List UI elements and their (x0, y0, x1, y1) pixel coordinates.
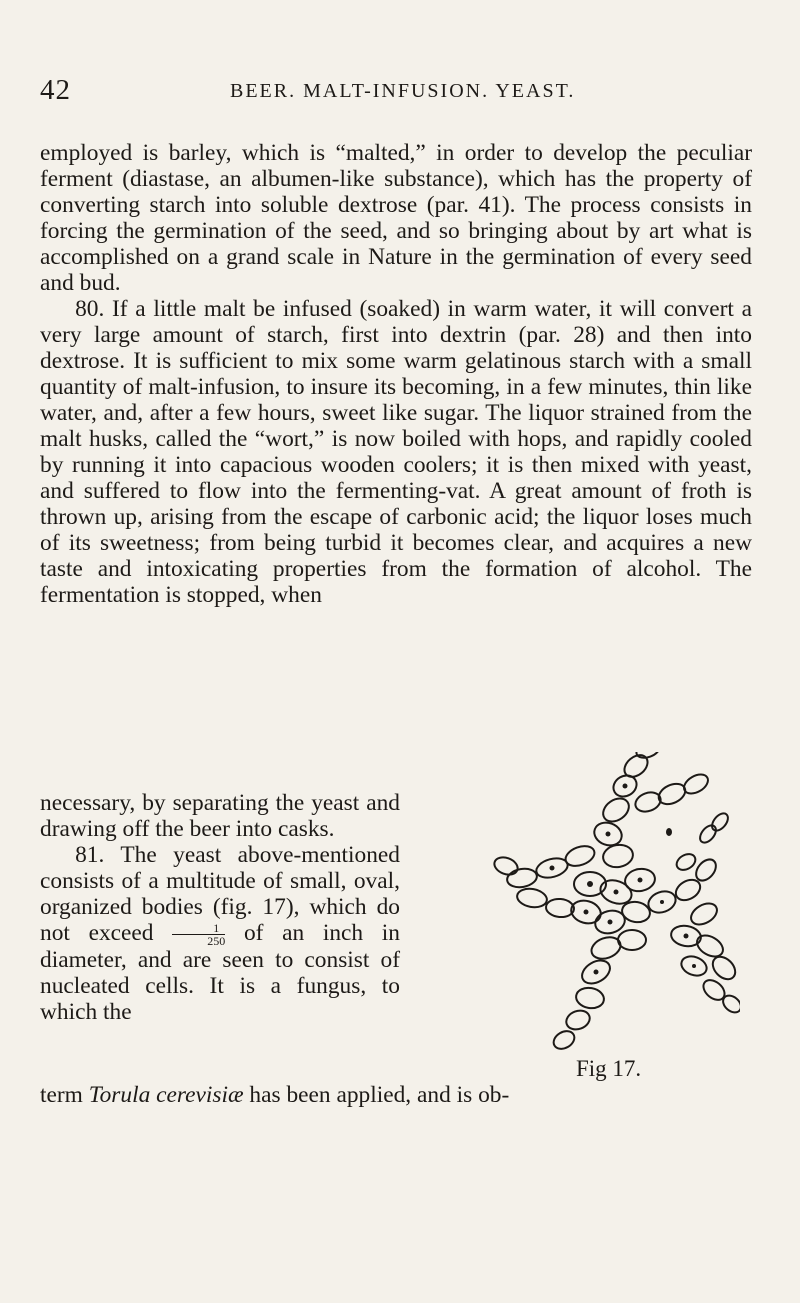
paragraph-81-text-b: of an inch in diameter, and are seen to consist of nucleated cells. It is a fungus, to which the (40, 920, 400, 1026)
figure-17-yeast-cells (440, 752, 740, 1082)
paragraph-81 (40, 842, 400, 1025)
yeast-cell (687, 899, 720, 929)
paragraph-81-text-a: 81. The yeast above-mentioned consists of a multitude of small, oval, organized bodies (fig. 17), which do not exceed (40, 842, 400, 946)
cell-nucleus (550, 866, 555, 871)
yeast-cell (720, 992, 740, 1016)
paragraph-80-continued: necessary, by separating the yeast and drawing off the beer into casks. (40, 790, 400, 842)
cell-nucleus (623, 784, 628, 789)
yeast-cell (709, 810, 731, 833)
yeast-cell (697, 822, 719, 845)
page-header (40, 74, 760, 114)
yeast-cell (633, 789, 664, 815)
cell-nucleus (684, 934, 689, 939)
figure-caption: Fig 17. (576, 1056, 642, 1081)
cell-nucleus (614, 890, 619, 895)
cell-nucleus (606, 832, 611, 837)
yeast-cell (674, 851, 698, 873)
yeast-cell (550, 1028, 577, 1053)
final-line (40, 1082, 752, 1108)
yeast-cell (620, 752, 651, 781)
running-head: BEER. MALT-INFUSION. YEAST. (230, 80, 576, 102)
cell-nucleus (584, 910, 589, 915)
main-text (40, 140, 752, 608)
yeast-cell (506, 867, 539, 890)
fraction (172, 922, 225, 947)
final-line-start: term (40, 1082, 89, 1108)
yeast-cell (601, 843, 634, 870)
yeast-cells-illustration (440, 752, 740, 1062)
yeast-cell (516, 887, 549, 910)
fraction-denominator: 250 (207, 934, 226, 949)
yeast-cell (599, 794, 633, 826)
cell-nucleus (608, 920, 613, 925)
cell-nucleus (638, 878, 643, 883)
yeast-cell (574, 986, 605, 1011)
cell-nucleus (660, 900, 664, 904)
cell-nucleus (594, 970, 599, 975)
wrapped-text-column (40, 790, 400, 1025)
final-line-end: has been applied, and is ob- (243, 1082, 510, 1108)
page-number: 42 (40, 74, 71, 106)
paragraph-80: 80. If a little malt be infused (soaked) in warm water, it will convert a very large amount of starch, first into dextrin (par. 28) and then into dextrose. It is sufficient to mix some warm gelatinous starch with a small quantity of malt-infusion, to insure its becoming, in a few minutes, thin like water, and, after a few hours, sweet like sugar. The liquor strained from the malt husks, called the “wort,” is now boiled with hops, and rapidly cooled by running it into capacious wooden coolers; it is then mixed with yeast, and suffered to flow into the fermenting-vat. A great amount of froth is thrown up, arising from the escape of carbonic acid; the liquor loses much of its sweetness; from being turbid it becomes clear, and acquires a new taste and intoxicating properties from the formation of alcohol. The fermentation is stopped, when (40, 296, 752, 608)
yeast-cell (492, 854, 520, 877)
yeast-cell (667, 829, 671, 835)
cell-nucleus (692, 964, 696, 968)
cell-nucleus (587, 881, 593, 887)
paragraph-continued: employed is barley, which is “malted,” in order to develop the peculiar ferment (diastase, an albumen-like substance), which has the property of converting starch into soluble dextrose (par. 41). The process consists in forcing the germination of the seed, and so bringing about by art what is accomplished on a grand scale in Nature in the germination of every seed and bud. (40, 140, 752, 296)
species-name: Torula cerevisiæ (88, 1082, 244, 1108)
yeast-cell (618, 930, 646, 950)
fraction-numerator: 1 (172, 922, 225, 935)
yeast-cell (564, 1007, 593, 1032)
yeast-cell (545, 898, 574, 918)
